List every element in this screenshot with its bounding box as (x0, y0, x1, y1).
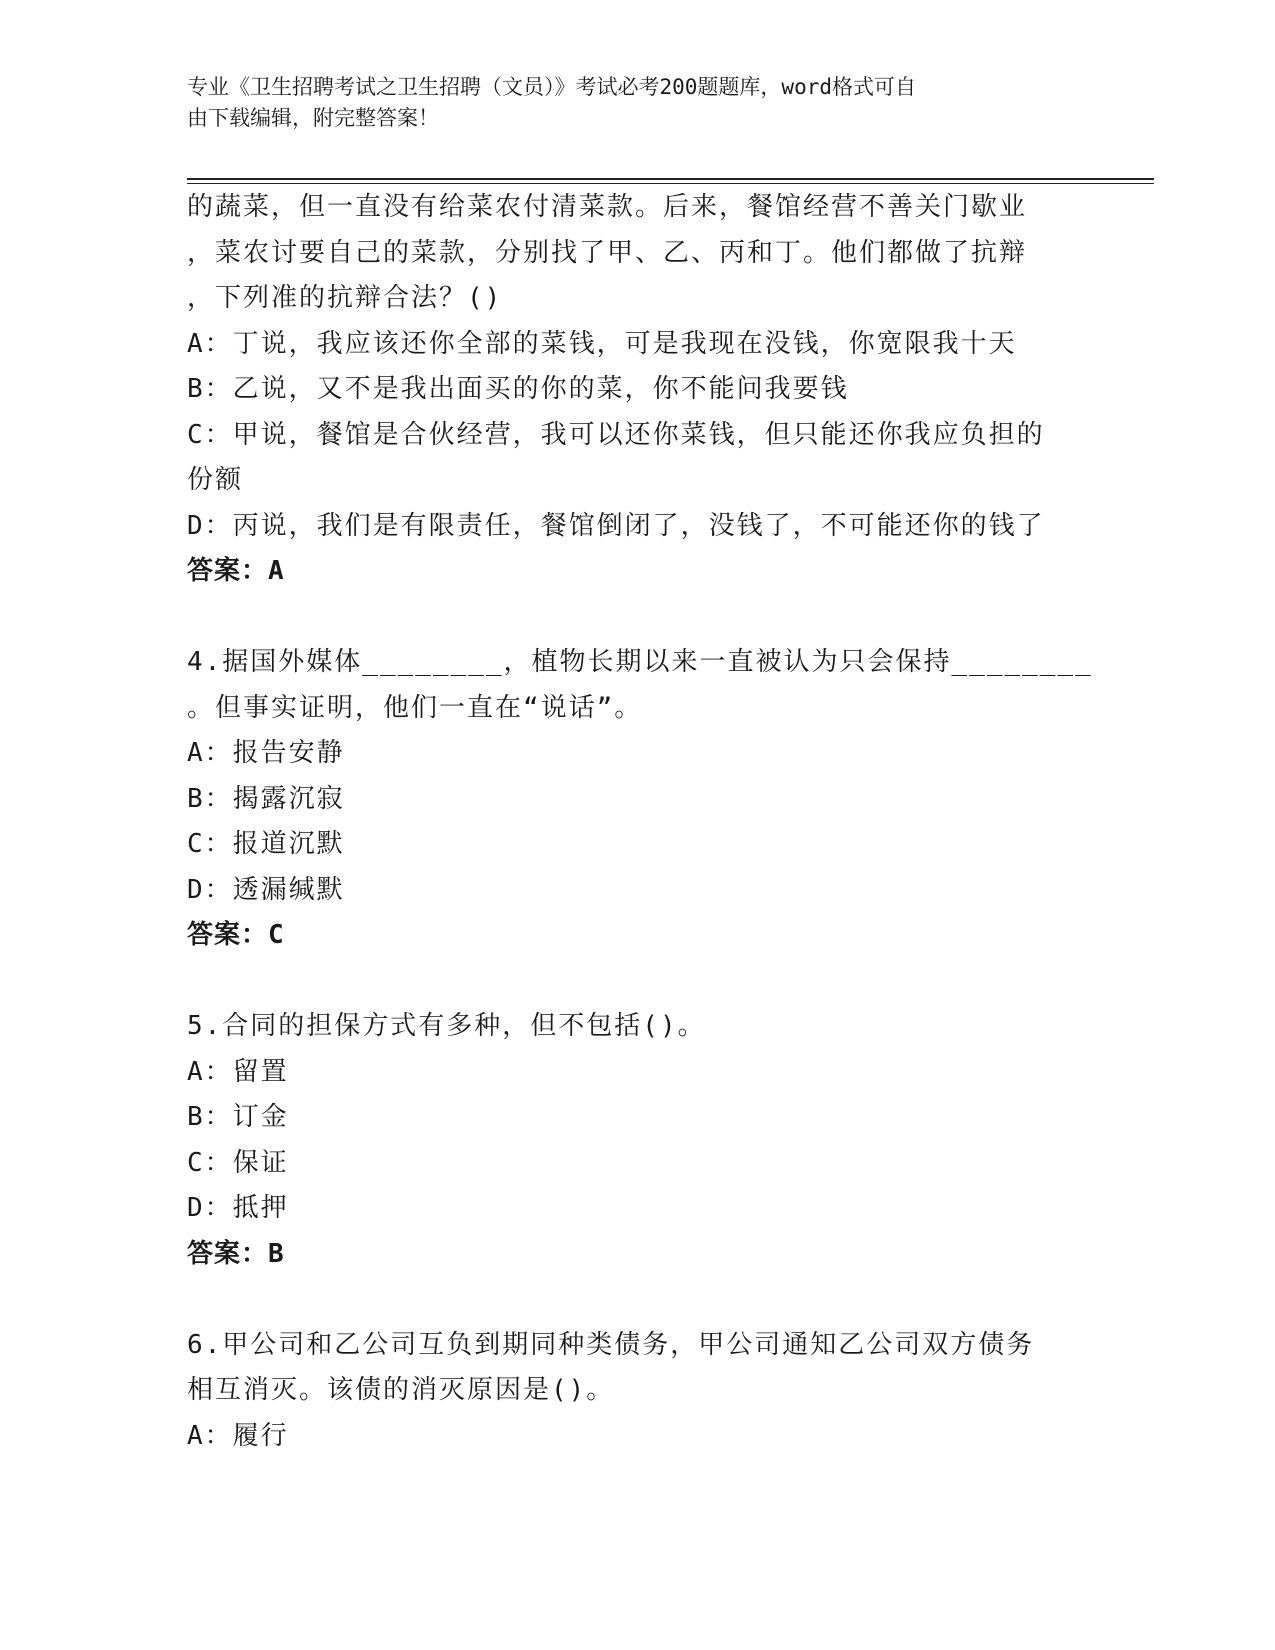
option-b: B：揭露沉寂 (187, 783, 345, 814)
option-d: D：抵押 (187, 1193, 289, 1223)
option-c: C：甲说，餐馆是合伙经营，我可以还你菜钱，但只能还你我应负担的 (187, 419, 1045, 450)
document-header (187, 72, 1067, 134)
option-a: A：留置 (187, 1056, 289, 1087)
question-5 (187, 1004, 1087, 1277)
question-spacer (187, 595, 1087, 641)
option-a: A：报告安静 (187, 738, 345, 768)
question-spacer (187, 1277, 1087, 1323)
question-4 (187, 640, 1093, 959)
answer-label: 答案：C (187, 920, 285, 950)
question-text-line: 相互消灭。该债的消灭原因是()。 (187, 1375, 615, 1405)
question-text-line: 的蔬菜，但一直没有给菜农付清菜款。后来，餐馆经营不善关门歇业 (187, 192, 1028, 222)
question-text-line: ，菜农讨要自己的菜款，分别找了甲、乙、丙和丁。他们都做了抗辩 (187, 237, 1028, 268)
question-3 (187, 185, 1087, 595)
header-line-1: 专业《卫生招聘考试之卫生招聘（文员）》考试必考200题题库，word格式可自 (187, 75, 916, 99)
question-list (187, 185, 1093, 1459)
option-a: A：履行 (187, 1420, 289, 1451)
question-text-line: ，下列准的抗辩合法？() (187, 283, 503, 313)
header-rule-thick (187, 178, 1154, 180)
option-b: B：乙说，又不是我出面买的你的菜，你不能问我要钱 (187, 374, 849, 404)
option-b: B：订金 (187, 1102, 289, 1132)
option-d: D：透漏缄默 (187, 874, 345, 905)
question-spacer (187, 959, 1087, 1005)
option-d: D：丙说，我们是有限责任，餐馆倒闭了，没钱了，不可能还你的钱了 (187, 510, 1045, 541)
question-text-line: 。但事实证明，他们一直在“说话”。 (187, 692, 643, 723)
question-text-line: 6.甲公司和乙公司互负到期同种类债务，甲公司通知乙公司双方债务 (187, 1329, 1035, 1360)
answer-label: 答案：A (187, 556, 285, 586)
question-6 (187, 1323, 1087, 1460)
header-rule-thin (187, 183, 1154, 184)
question-text-line: 4.据国外媒体________，植物长期以来一直被认为只会保持________ (187, 647, 1093, 677)
option-c: C：保证 (187, 1147, 289, 1178)
option-a: A：丁说，我应该还你全部的菜钱，可是我现在没钱，你宽限我十天 (187, 328, 1017, 359)
option-c: C：报道沉默 (187, 829, 345, 859)
answer-label: 答案：B (187, 1238, 285, 1269)
question-text-line: 5.合同的担保方式有多种，但不包括()。 (187, 1011, 706, 1041)
option-c-continued: 份额 (187, 465, 244, 495)
header-line-2: 由下载编辑，附完整答案！ (187, 106, 439, 130)
